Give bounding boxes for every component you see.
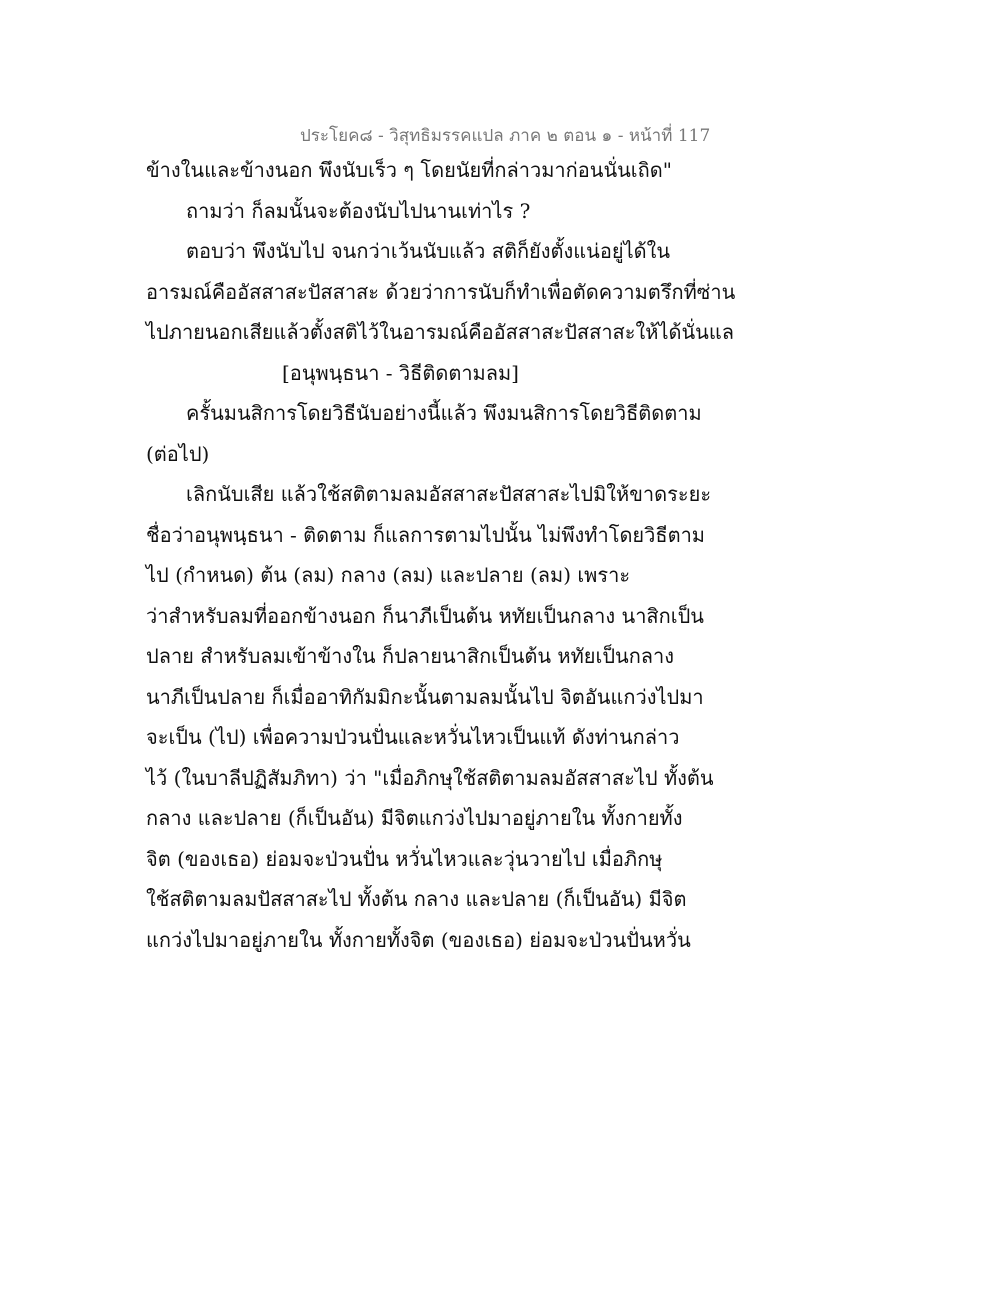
text-line: ปลาย สำหรับลมเข้าข้างใน ก็ปลายนาสิกเป็นต้น หทัยเป็นกลาง: [146, 644, 675, 668]
text-line: จิต (ของเธอ) ย่อมจะป่วนปั่น หวั่นไหวและวุ่นวายไป เมื่อภิกษุ: [146, 846, 663, 871]
text-line: ไป (กำหนด) ต้น (ลม) กลาง (ลม) และปลาย (ลม) เพราะ: [146, 563, 631, 587]
text-line: นาภีเป็นปลาย ก็เมื่ออาทิกัมมิกะนั้นตามลมนั้นไป จิตอันแกว่งไปมา: [146, 684, 704, 709]
text-line: ชื่อว่าอนุพนฺธนา - ติดตาม ก็แลการตามไปนั้น ไม่พึงทำโดยวิธีตาม: [146, 522, 705, 547]
text-line: ไว้ (ในบาลีปฏิสัมภิทา) ว่า "เมื่อภิกษุใช้สติตามลมอัสสาสะไป ทั้งต้น: [146, 765, 714, 790]
text-line: แกว่งไปมาอยู่ภายใน ทั้งกายทั้งจิต (ของเธอ) ย่อมจะป่วนปั่นหวั่น: [146, 927, 691, 952]
text-line: เลิกนับเสีย แล้วใช้สติตามลมอัสสาสะปัสสาสะไปมิให้ขาดระยะ: [186, 482, 712, 506]
text-line: ครั้นมนสิการโดยวิธีนับอย่างนี้แล้ว พึงมนสิการโดยวิธีติดตาม: [186, 401, 702, 425]
text-line: กลาง และปลาย (ก็เป็นอัน) มีจิตแกว่งไปมาอยู่ภายใน ทั้งกายทั้ง: [146, 806, 683, 830]
body-text: [146, 150, 736, 960]
text-line: ข้างในและข้างนอก พึงนับเร็ว ๆ โดยนัยที่กล่าวมาก่อนนั่นเถิด": [146, 158, 672, 182]
text-line: จะเป็น (ไป) เพื่อความป่วนปั่นและหวั่นไหวเป็นแท้ ดังท่านกล่าว: [146, 725, 680, 749]
text-line: (ต่อไป): [146, 441, 210, 466]
text-line: ว่าสำหรับลมที่ออกข้างนอก ก็นาภีเป็นต้น หทัยเป็นกลาง นาสิกเป็น: [146, 603, 704, 628]
text-line: ใช้สติตามลมปัสสาสะไป ทั้งต้น กลาง และปลาย (ก็เป็นอัน) มีจิต: [146, 887, 687, 911]
running-header: ประโยค๘ - วิสุทธิมรรคแปล ภาค ๒ ตอน ๑ - หน้าที่ 117: [300, 126, 711, 146]
text-line: ไปภายนอกเสียแล้วตั้งสติไว้ในอารมณ์คืออัสสาสะปัสสาสะให้ได้นั่นแล: [146, 320, 734, 344]
text-line: อารมณ์คืออัสสาสะปัสสาสะ ด้วยว่าการนับก็ทำเพื่อตัดความตรึกที่ซ่าน: [146, 279, 736, 304]
section-heading: [อนุพนฺธนา - วิธีติดตามลม]: [282, 360, 519, 385]
text-line: ถามว่า ก็ลมนั้นจะต้องนับไปนานเท่าไร ?: [186, 198, 531, 223]
text-line: ตอบว่า พึงนับไป จนกว่าเว้นนับแล้ว สติก็ยังตั้งแน่อยู่ได้ใน: [186, 239, 671, 263]
